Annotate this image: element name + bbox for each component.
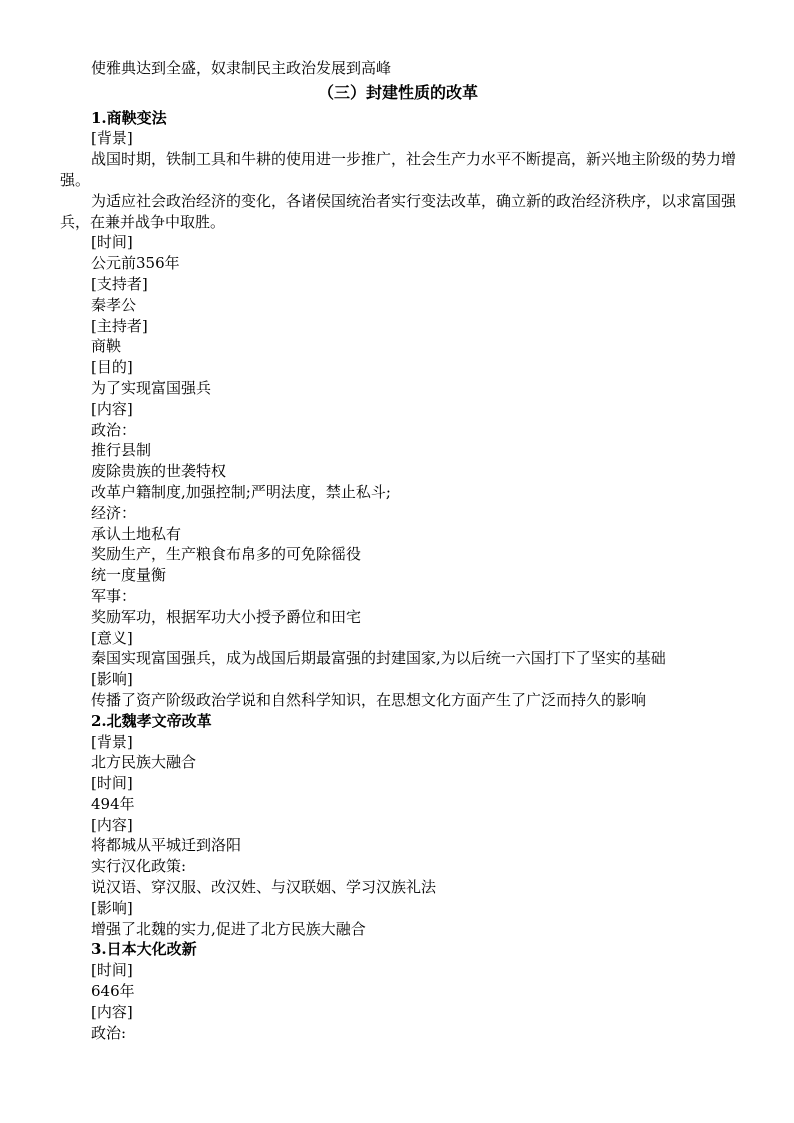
significance-value: 秦国实现富国强兵，成为战国后期最富强的封建国家,为以后统一六国打下了坚实的基础: [91, 649, 666, 668]
document-page: [60, 58, 736, 1043]
economy-item: 统一度量衡: [91, 566, 167, 585]
politics-label: 政治：: [91, 420, 137, 439]
time-value: 646年: [91, 982, 135, 1001]
influence-value: 传播了资产阶级政治学说和自然科学知识，在思想文化方面产生了广泛而持久的影响: [91, 690, 647, 709]
content-item: 说汉语、穿汉服、改汉姓、与汉联姻、学习汉族礼法: [91, 878, 437, 897]
politics-item: 改革户籍制度,加强控制;严明法度，禁止私斗;: [91, 482, 391, 501]
time-value: 494年: [91, 794, 135, 813]
heading-taika: 3.日本大化改新: [91, 940, 197, 959]
intro-line: 使雅典达到全盛，奴隶制民主政治发展到高峰: [91, 59, 392, 77]
label-supporter: [支持者]: [91, 274, 148, 293]
label-host: [主持者]: [91, 316, 148, 335]
heading-shangyang: 1.商鞅变法: [91, 108, 167, 127]
heading-xiaowen: 2.北魏孝文帝改革: [91, 711, 212, 730]
economy-item: 承认土地私有: [91, 524, 182, 543]
label-purpose: [目的]: [91, 358, 133, 377]
content-item: 将都城从平城迁到洛阳: [91, 836, 242, 855]
background-paragraph-2: 为适应社会政治经济的变化，各诸侯国统治者实行变法改革，确立新的政治经济秩序，以求富国强兵，在兼并战争中取胜。: [60, 191, 737, 231]
label-content: [内容]: [91, 399, 133, 418]
label-time: [时间]: [91, 233, 133, 252]
label-background: [背景]: [91, 129, 133, 148]
label-influence: [影响]: [91, 670, 133, 689]
background-value: 北方民族大融合: [91, 753, 197, 772]
purpose-value: 为了实现富国强兵: [91, 378, 212, 397]
label-time: [时间]: [91, 774, 133, 793]
label-significance: [意义]: [91, 628, 133, 647]
politics-item: 推行县制: [91, 441, 152, 460]
content-item: 实行汉化政策:: [91, 857, 187, 876]
economy-item: 奖励生产，生产粮食布帛多的可免除徭役: [91, 545, 362, 564]
influence-value: 增强了北魏的实力,促进了北方民族大融合: [91, 919, 366, 938]
label-content: [内容]: [91, 1002, 133, 1021]
politics-label: 政治:: [91, 1023, 127, 1042]
section-title: （三）封建性质的改革: [317, 82, 478, 102]
supporter-value: 秦孝公: [91, 295, 137, 314]
label-background: [背景]: [91, 732, 133, 751]
time-value: 公元前356年: [91, 254, 180, 273]
military-label: 军事：: [91, 586, 137, 605]
politics-item: 废除贵族的世袭特权: [91, 462, 227, 481]
label-content: [内容]: [91, 815, 133, 834]
label-time: [时间]: [91, 961, 133, 980]
background-paragraph-1: 战国时期，铁制工具和牛耕的使用进一步推广，社会生产力水平不断提高，新兴地主阶级的势力增强。: [60, 150, 737, 189]
host-value: 商鞅: [91, 337, 122, 356]
military-item: 奖励军功，根据军功大小授予爵位和田宅: [91, 607, 362, 626]
label-influence: [影响]: [91, 898, 133, 917]
economy-label: 经济：: [91, 503, 137, 522]
